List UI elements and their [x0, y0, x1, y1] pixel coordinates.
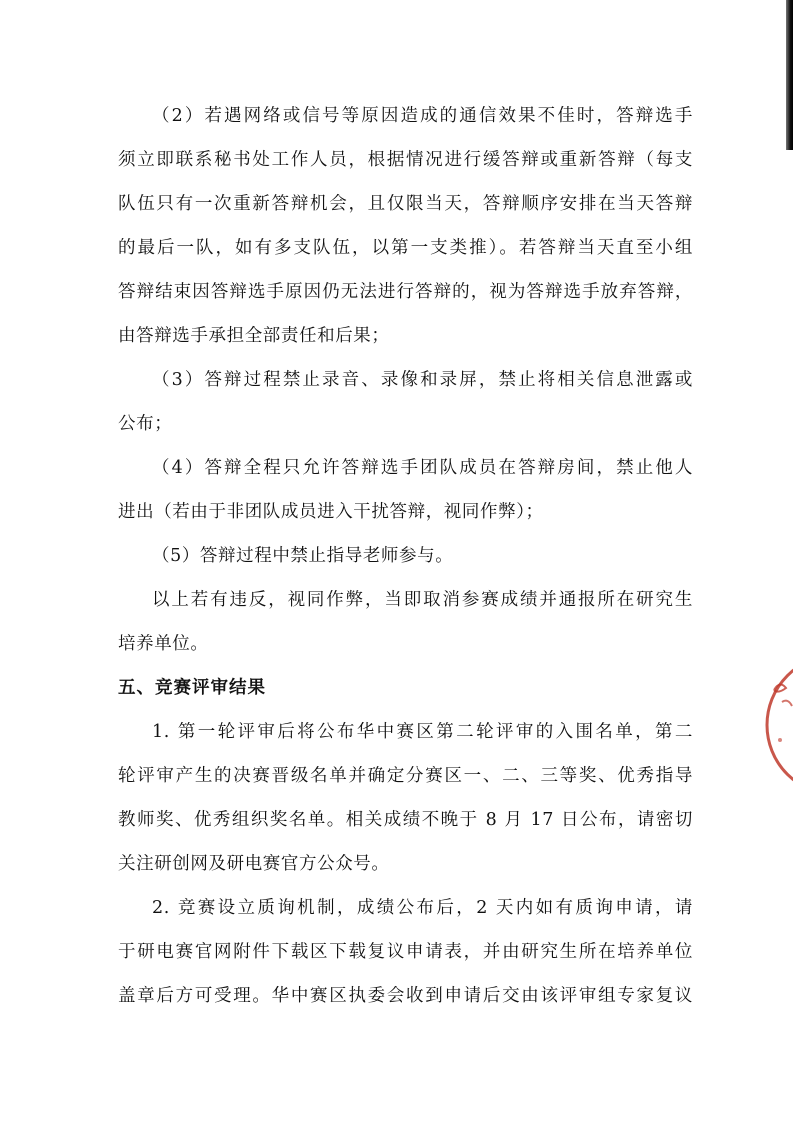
text-line-2: 须立即联系秘书处工作人员，根据情况进行缓答辩或重新答辩（每支: [118, 150, 693, 170]
red-seal-stamp: [762, 650, 793, 800]
text-line-18: 关注研创网及研电赛官方公众号。: [118, 854, 390, 874]
text-line-11: （5）答辩过程中禁止指导老师参与。: [152, 546, 454, 566]
section-heading: 五、竞赛评审结果: [118, 678, 266, 698]
text-line-21: 盖章后方可受理。华中赛区执委会收到申请后交由该评审组专家复议: [118, 986, 693, 1006]
text-line-15: 1. 第一轮评审后将公布华中赛区第二轮评审的入围名单，第二: [152, 722, 693, 742]
text-line-9: （4）答辩全程只允许答辩选手团队成员在答辩房间，禁止他人: [152, 458, 693, 478]
text-line-4: 的最后一队，如有多支队伍，以第一支类推）。若答辩当天直至小组: [118, 238, 693, 258]
text-line-16: 轮评审产生的决赛晋级名单并确定分赛区一、二、三等奖、优秀指导: [118, 766, 693, 786]
text-line-13: 培养单位。: [118, 634, 209, 654]
text-line-8: 公布；: [118, 414, 173, 434]
text-line-1: （2）若遇网络或信号等原因造成的通信效果不佳时，答辩选手: [152, 106, 693, 126]
text-line-12: 以上若有违反，视同作弊，当即取消参赛成绩并通报所在研究生: [152, 590, 693, 610]
text-line-5: 答辩结束因答辩选手原因仍无法进行答辩的，视为答辩选手放弃答辩，: [118, 282, 693, 302]
text-line-7: （3）答辩过程禁止录音、录像和录屏，禁止将相关信息泄露或: [152, 370, 693, 390]
text-line-6: 由答辩选手承担全部责任和后果；: [118, 326, 390, 346]
scan-edge-shadow: [786, 0, 793, 150]
text-line-10: 进出（若由于非团队成员进入干扰答辩，视同作弊）；: [118, 502, 544, 522]
text-line-19: 2. 竞赛设立质询机制，成绩公布后，2 天内如有质询申请，请: [152, 898, 693, 918]
text-line-3: 队伍只有一次重新答辩机会，且仅限当天，答辩顺序安排在当天答辩: [118, 194, 693, 214]
text-line-17: 教师奖、优秀组织奖名单。相关成绩不晚于 8 月 17 日公布，请密切: [118, 810, 693, 830]
text-line-20: 于研电赛官网附件下载区下载复议申请表，并由研究生所在培养单位: [118, 942, 693, 962]
